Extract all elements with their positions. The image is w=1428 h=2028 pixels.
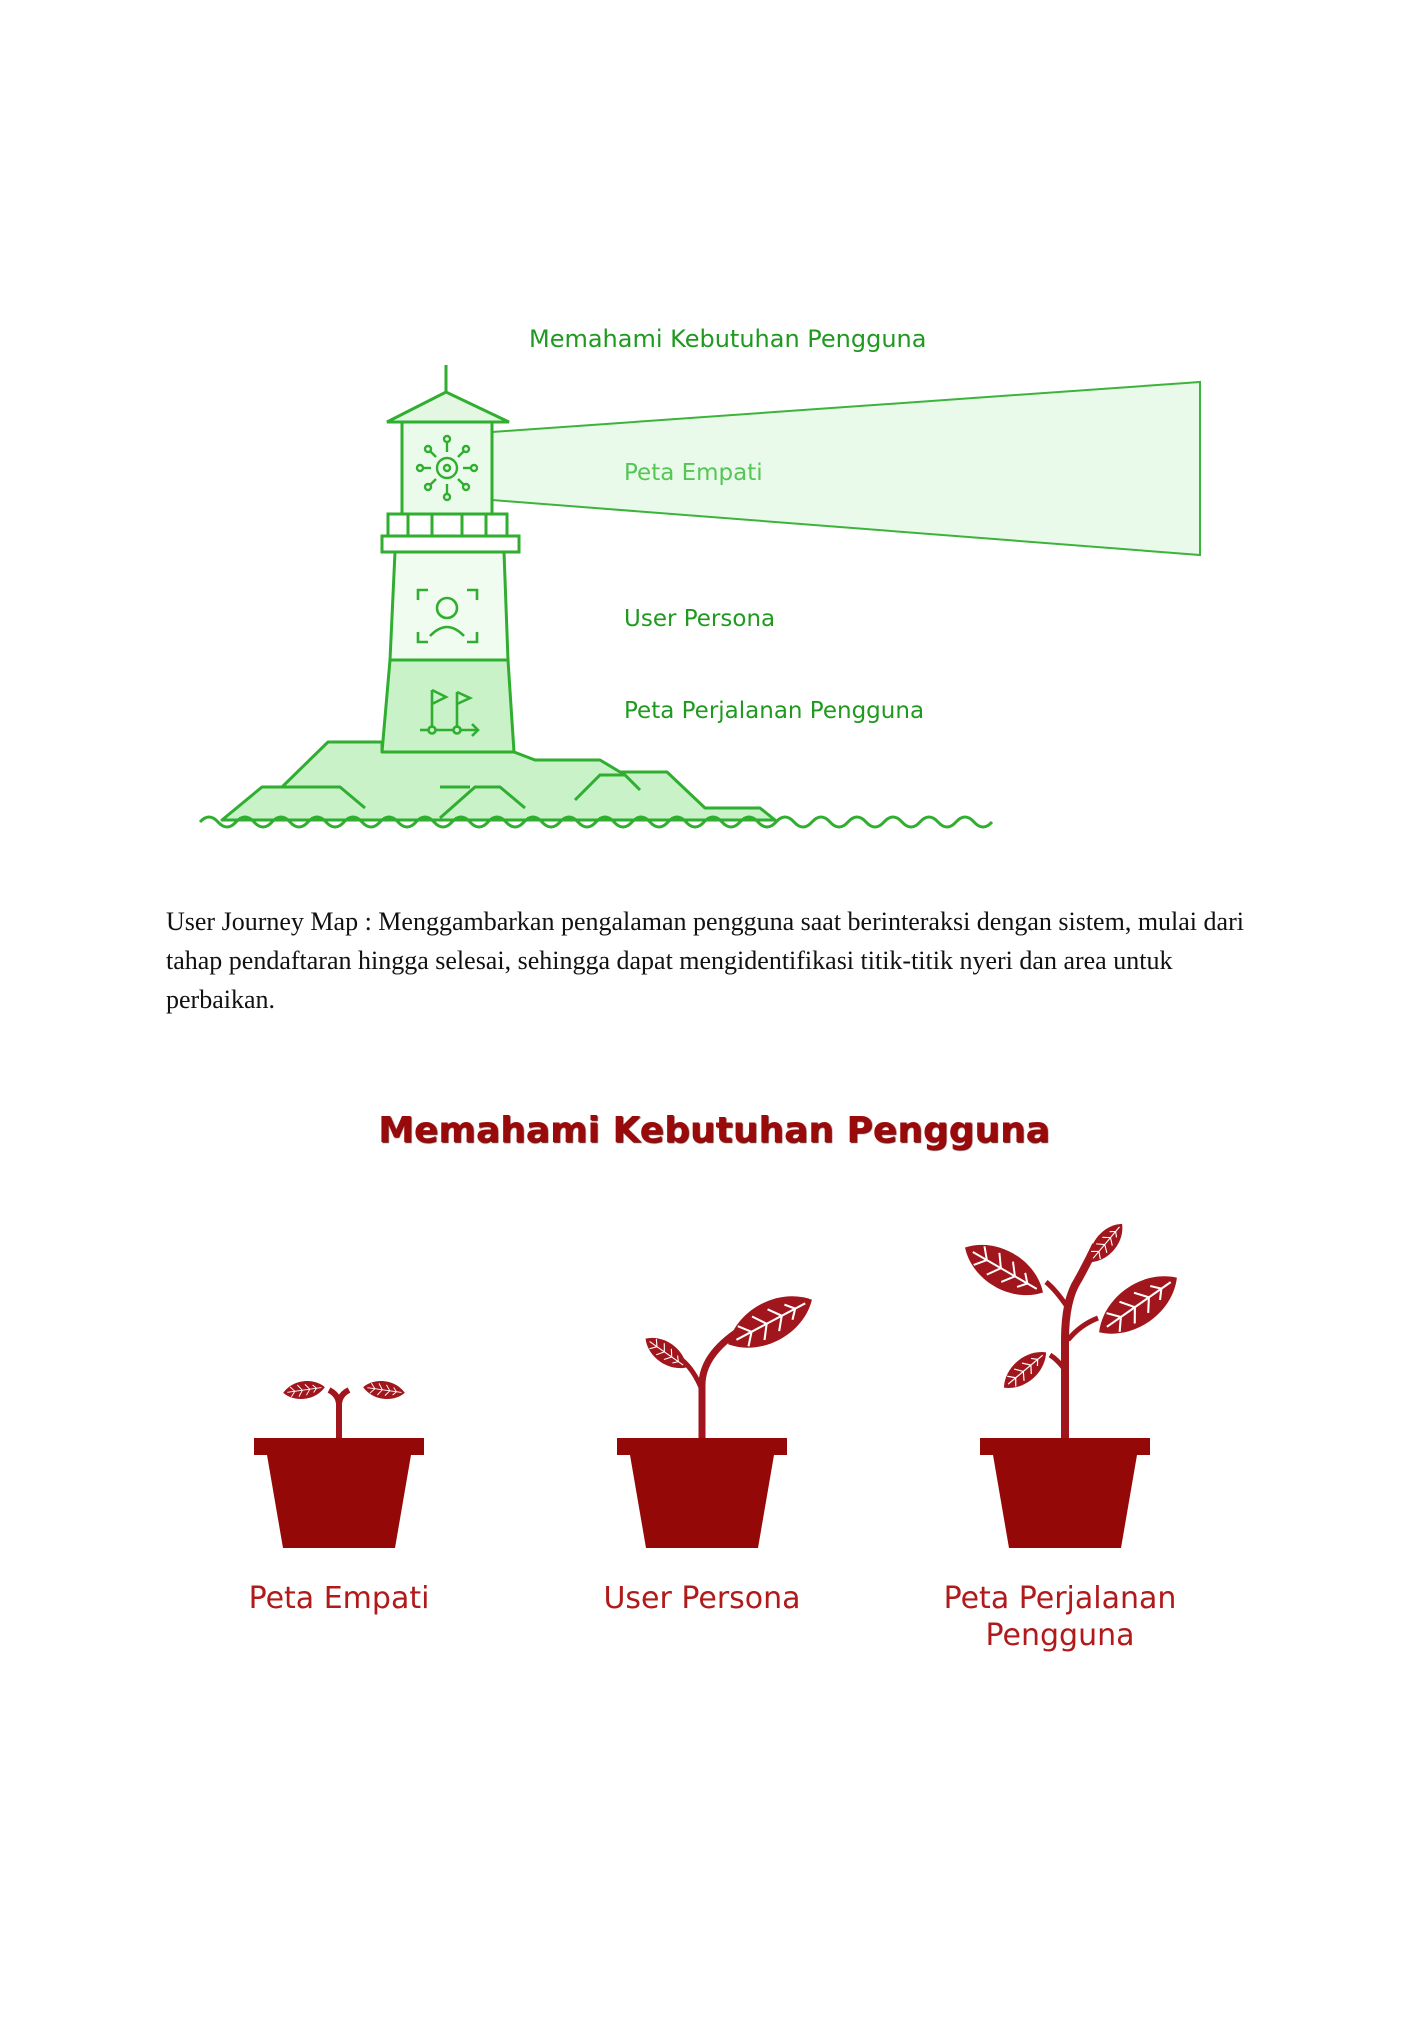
label-peta-empati: Peta Empati	[624, 460, 763, 486]
body-paragraph: User Journey Map : Menggambarkan pengalaman pengguna saat berinteraksi dengan sistem, mulai dari tahap pendaftaran hingga selesai, sehingga dapat mengidentifikasi titik-titik nyeri dan area untuk perbaikan.	[166, 907, 1244, 1014]
plant-label-2: User Persona	[603, 1581, 801, 1616]
label-peta-perjalanan: Peta Perjalanan Pengguna	[624, 698, 925, 724]
grown-plant	[956, 1217, 1189, 1438]
lighthouse-title: Memahami Kebutuhan Pengguna	[529, 325, 927, 353]
pot-2	[617, 1438, 787, 1548]
plants-title: Memahami Kebutuhan Pengguna	[378, 1110, 1050, 1151]
plant-label-1: Peta Empati	[248, 1581, 430, 1616]
seedling-plant	[282, 1378, 406, 1438]
label-user-persona: User Persona	[624, 606, 776, 632]
pot-1	[254, 1438, 424, 1548]
plant-label-3: Peta Perjalanan Pengguna	[943, 1581, 1177, 1653]
pot-3	[980, 1438, 1150, 1548]
young-plant	[639, 1282, 821, 1438]
